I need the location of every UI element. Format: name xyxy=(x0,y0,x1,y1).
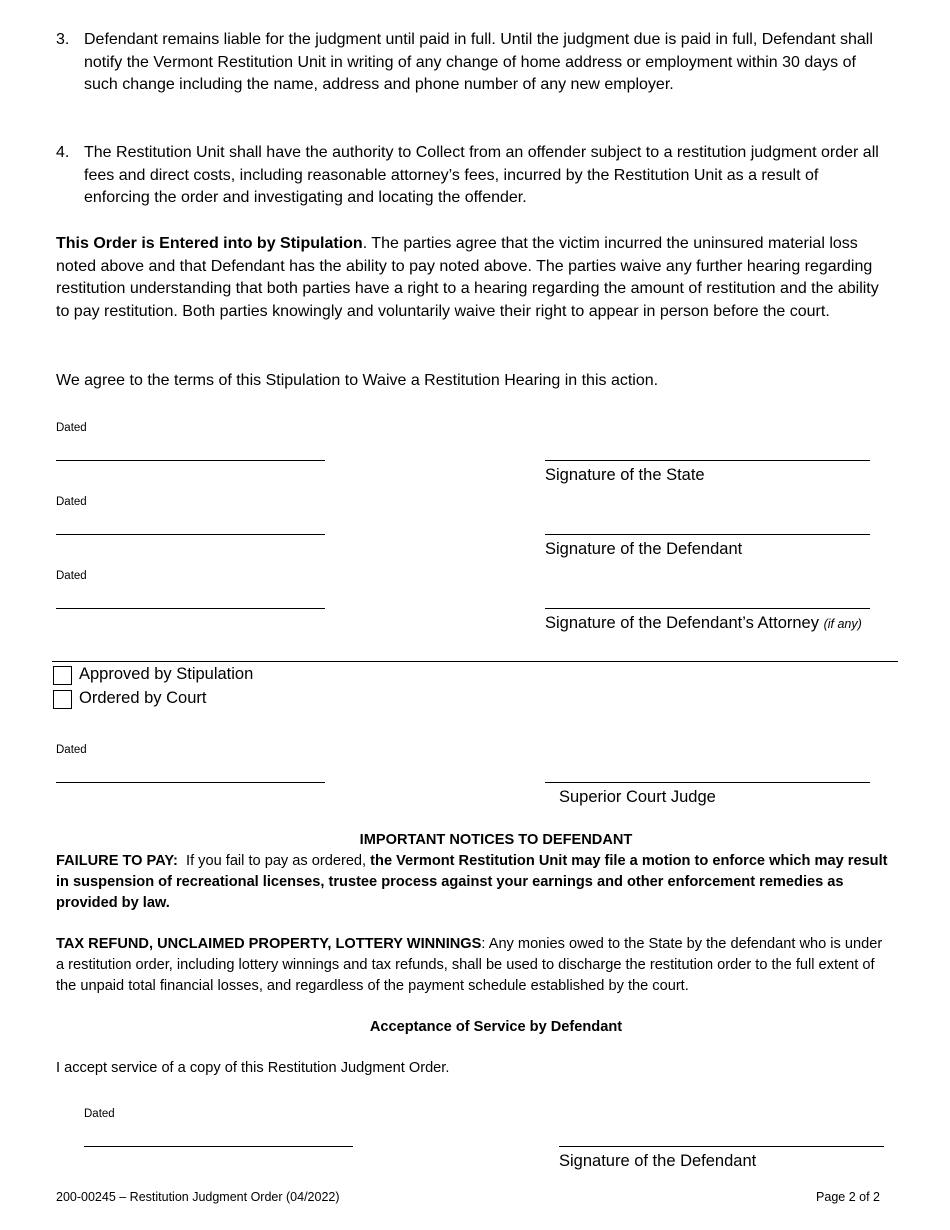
signature-line-state[interactable] xyxy=(545,460,870,461)
item-3-text: Defendant remains liable for the judgment until paid in full. Until the judgment due is paid in full, Defendant shall notify the Vermont Restitution Unit in writing of any change of home address or employment within 30 days of such change including the name, address and phone number of any new employer. xyxy=(84,31,873,94)
ordered-by-court-checkbox[interactable] xyxy=(53,690,72,709)
signature-state-label: Signature of the State xyxy=(545,466,705,484)
failure-to-pay-plain: If you fail to pay as ordered, xyxy=(177,853,371,869)
item-4-text: The Restitution Unit shall have the authority to Collect from an offender subject to a restitution judgment order all fees and direct costs, including reasonable attorney’s fees, incurred by the Restitution Unit as a result of enforcing the order and investigating and locating the offender. xyxy=(84,144,879,207)
notices-title xyxy=(56,830,936,851)
signature-attorney-label xyxy=(545,614,862,633)
approved-by-stipulation-checkbox[interactable] xyxy=(53,666,72,685)
footer-page-number: Page 2 of 2 xyxy=(816,1190,880,1204)
notices-title-text: IMPORTANT NOTICES TO DEFENDANT xyxy=(359,832,633,848)
signature-line-judge[interactable] xyxy=(545,782,870,783)
signature-line-attorney[interactable] xyxy=(545,608,870,609)
dated-label-defendant: Dated xyxy=(56,496,87,508)
ordered-by-court-label: Ordered by Court xyxy=(79,689,207,707)
failure-to-pay-notice xyxy=(56,851,894,914)
failure-to-pay-heading: FAILURE TO PAY: xyxy=(56,853,178,869)
date-line-judge[interactable] xyxy=(56,782,325,783)
acceptance-signature-label: Signature of the Defendant xyxy=(559,1152,757,1170)
date-line-defendant[interactable] xyxy=(56,534,325,535)
dated-label-attorney: Dated xyxy=(56,570,87,582)
dated-label-acceptance: Dated xyxy=(84,1108,115,1120)
item-4-number: 4. xyxy=(56,144,70,161)
failure-to-pay-bold: the Vermont Restitution Unit may file a motion to enforce which may result in suspension of recreational licenses, trustee process against your earnings and other enforcement remedies as provided by law. xyxy=(56,853,888,911)
tax-refund-text: : Any monies owed to the State by the defendant who is under a restitution order, including lottery winnings and tax refunds, shall be used to discharge the restitution order to the full extent of the unpaid total financial losses, and regardless of the payment schedule established by the court. xyxy=(56,936,883,994)
signature-line-acceptance[interactable] xyxy=(559,1146,884,1147)
acceptance-title-text: Acceptance of Service by Defendant xyxy=(369,1019,623,1035)
dated-label-state: Dated xyxy=(56,422,87,434)
acceptance-title xyxy=(56,1017,936,1038)
acceptance-text: I accept service of a copy of this Restitution Judgment Order. xyxy=(56,1060,450,1076)
approved-by-stipulation-label: Approved by Stipulation xyxy=(79,665,254,683)
signature-defendant-label: Signature of the Defendant xyxy=(545,540,743,558)
stipulation-agree-text: We agree to the terms of this Stipulation to Waive a Restitution Hearing in this action. xyxy=(56,372,659,389)
stipulation-heading: This Order is Entered into by Stipulation xyxy=(56,235,363,252)
tax-refund-notice xyxy=(56,934,894,997)
signature-attorney-text: Signature of the Defendant’s Attorney xyxy=(545,614,819,632)
footer-form-id: 200-00245 – Restitution Judgment Order (04/2022) xyxy=(56,1190,340,1204)
dated-label-judge: Dated xyxy=(56,744,87,756)
item-3-number: 3. xyxy=(56,31,70,48)
tax-refund-heading: TAX REFUND, UNCLAIMED PROPERTY, LOTTERY WINNINGS xyxy=(56,936,482,952)
superior-court-judge-label: Superior Court Judge xyxy=(559,788,716,806)
date-line-attorney[interactable] xyxy=(56,608,325,609)
stipulation-text: . The parties agree that the victim incurred the uninsured material loss noted above and that Defendant has the ability to pay noted above. The parties waive any further hearing regarding restitution understanding that both parties have a right to a hearing regarding the amount of restitution and the ability to pay restitution. Both parties knowingly and voluntarily waive their right to appear in person before the court. xyxy=(56,235,879,320)
stipulation-paragraph xyxy=(56,233,896,323)
date-line-state[interactable] xyxy=(56,460,325,461)
section-divider xyxy=(52,661,898,662)
signature-attorney-note: (if any) xyxy=(823,617,862,631)
signature-line-defendant[interactable] xyxy=(545,534,870,535)
date-line-acceptance[interactable] xyxy=(84,1146,353,1147)
